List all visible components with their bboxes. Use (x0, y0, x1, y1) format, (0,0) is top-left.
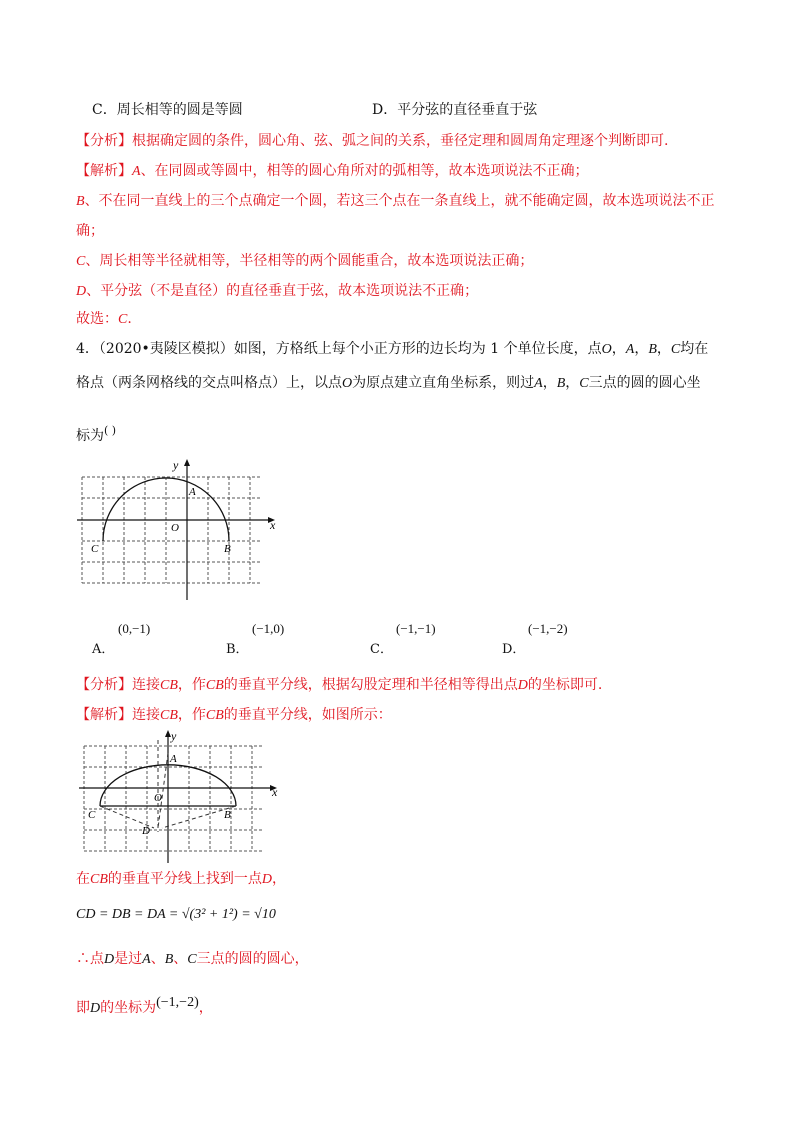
option-c-prev: C．周长相等的圆是等圆 (92, 102, 243, 118)
label-b: B (224, 809, 231, 821)
label-c: C (88, 809, 96, 821)
q4-stem-3 (76, 422, 116, 445)
q4-stem-2a: 格点（两条网格线的交点叫格点）上，以点 (76, 375, 342, 391)
figure-grid-2 (74, 728, 284, 868)
step-part: ∴点 (76, 951, 104, 967)
segment-cb: CB (205, 678, 224, 693)
point-d: D (90, 1001, 101, 1016)
point-b: B (164, 952, 174, 967)
q4-step-1 (76, 870, 286, 889)
q4-step-4 (76, 994, 213, 1018)
point-a: A (625, 342, 635, 357)
step-part: 即 (76, 1000, 90, 1016)
point-d: D (517, 678, 528, 693)
solution-tag: 【解析】 (76, 163, 132, 179)
letter-a: A (132, 164, 141, 179)
letter-c: C (76, 254, 86, 269)
figure-grid-1 (72, 455, 282, 605)
step-part: ， (272, 871, 287, 887)
q3-solution-d (76, 282, 478, 301)
step-part: 的坐标为 (100, 1000, 157, 1016)
analysis-part: 的坐标即可. (527, 677, 603, 693)
option-d-label: D． (502, 642, 526, 657)
solution-part: ，作 (177, 707, 206, 723)
option-a-label: A． (92, 642, 115, 657)
q4-step-3 (76, 950, 309, 969)
option-d-value: (−1,−2) (528, 621, 568, 636)
label-d: D (142, 825, 150, 837)
solution-line-b: 、不在同一直线上的三个点确定一个圆，若这三个点在一条直线上，就不能确定圆，故本选项说法不正 (84, 193, 715, 209)
point-o: O (601, 342, 612, 357)
q4-stem-2c: 三点的圆的圆心坐 (588, 375, 701, 391)
axis-y-label: y (173, 458, 179, 472)
label-a: A (170, 753, 177, 765)
q3-analysis (76, 132, 668, 150)
label-o: O (154, 792, 162, 804)
q4-number: 4． (76, 341, 99, 357)
segment-cb: CB (160, 678, 178, 693)
label-c: C (91, 543, 99, 555)
point-d: D (261, 872, 273, 887)
label-b: B (224, 543, 231, 555)
point-d: D (104, 952, 115, 967)
axis-y-label: y (171, 729, 177, 743)
solution-line-b2: 确； (76, 223, 104, 239)
sep: ， (634, 341, 649, 357)
analysis-tag: 【分析】 (76, 133, 132, 149)
segment-cb: CB (205, 708, 224, 723)
option-b-label: B． (226, 642, 249, 657)
q4-analysis (76, 676, 602, 695)
segment-cb: CB (160, 708, 178, 723)
option-c-value: (−1,−1) (396, 621, 436, 636)
answer-blank: ( ) (104, 424, 117, 437)
point-a: A (534, 376, 543, 391)
solution-line-d: 、平分弦（不是直径）的直径垂直于弦，故本选项说法不正确； (86, 283, 479, 299)
point-c: C (579, 376, 589, 391)
q4-stem-text: 如图，方格纸上每个小正方形的边长均为 1 个单位长度，点 (233, 341, 602, 357)
q4-source: （2020•夷陵区模拟） (98, 341, 234, 357)
point-c: C (187, 952, 197, 967)
analysis-part: 的垂直平分线，根据勾股定理和半径相等得出点 (223, 677, 518, 693)
sep: ， (611, 341, 626, 357)
option-c-label: C． (370, 642, 393, 657)
q4-stem-2b: 为原点建立直角坐标系，则过 (352, 375, 535, 391)
answer-prefix: 故选： (76, 311, 118, 327)
analysis-tag: 【分析】 (76, 677, 132, 693)
q4-stem-end: 均在 (680, 341, 709, 357)
q3-answer (76, 310, 132, 329)
center-coordinate: (−1,−2) (156, 995, 199, 1010)
step-part: 的垂直平分线上找到一点 (107, 871, 262, 887)
q3-solution-c (76, 252, 533, 271)
step-part: 三点的圆的圆心， (196, 951, 309, 967)
solution-part: 的垂直平分线，如图所示： (223, 707, 392, 723)
answer-letter: C (118, 312, 128, 327)
step-part: ， (198, 1000, 213, 1016)
q4-stem-3: 标为 (76, 428, 104, 444)
step-part: 是过 (114, 951, 143, 967)
answer-suffix: . (127, 311, 132, 327)
q3-solution-b (76, 192, 715, 211)
analysis-part: ，作 (177, 677, 206, 693)
axis-x-label: x (270, 518, 276, 532)
solution-line-c: 、周长相等半径就相等，半径相等的两个圆能重合，故本选项说法正确； (85, 253, 534, 269)
point-o: O (342, 376, 353, 391)
option-d-prev: D．平分弦的直径垂直于弦 (372, 102, 538, 118)
letter-d: D (76, 284, 87, 299)
analysis-text: 根据确定圆的条件，圆心角、弦、弧之间的关系，垂径定理和圆周角定理逐个判断即可. (132, 133, 669, 149)
sep: ， (542, 375, 557, 391)
q3-solution-b2 (76, 222, 104, 240)
q4-stem-1 (76, 340, 708, 359)
letter-b: B (76, 194, 85, 209)
solution-tag: 【解析】 (76, 707, 132, 723)
q4-solution (76, 706, 392, 725)
sep: ， (565, 375, 580, 391)
q3-solution-a (76, 162, 589, 181)
label-o: O (171, 522, 179, 534)
q4-stem-2 (76, 374, 701, 393)
segment-cb: CB (90, 872, 108, 887)
option-b-value: (−1,0) (252, 621, 285, 636)
step-part: 在 (76, 871, 90, 887)
q4-step-2-formula: CD = DB = DA = √(3² + 1²) = √10 (76, 907, 276, 922)
option-a-value: (0,−1) (118, 621, 151, 636)
sep: ， (656, 341, 671, 357)
label-a: A (189, 486, 196, 498)
step-part: 、 (173, 951, 188, 967)
solution-part: 连接 (132, 707, 160, 723)
point-c: C (670, 342, 681, 357)
axis-x-label: x (272, 785, 278, 799)
point-b: B (648, 342, 657, 357)
step-part: 、 (150, 951, 165, 967)
analysis-part: 连接 (132, 677, 160, 693)
point-a: A (142, 952, 151, 967)
point-b: B (556, 376, 566, 391)
solution-line-a: 、在同圆或等圆中，相等的圆心角所对的弧相等，故本选项说法不正确； (140, 163, 589, 179)
